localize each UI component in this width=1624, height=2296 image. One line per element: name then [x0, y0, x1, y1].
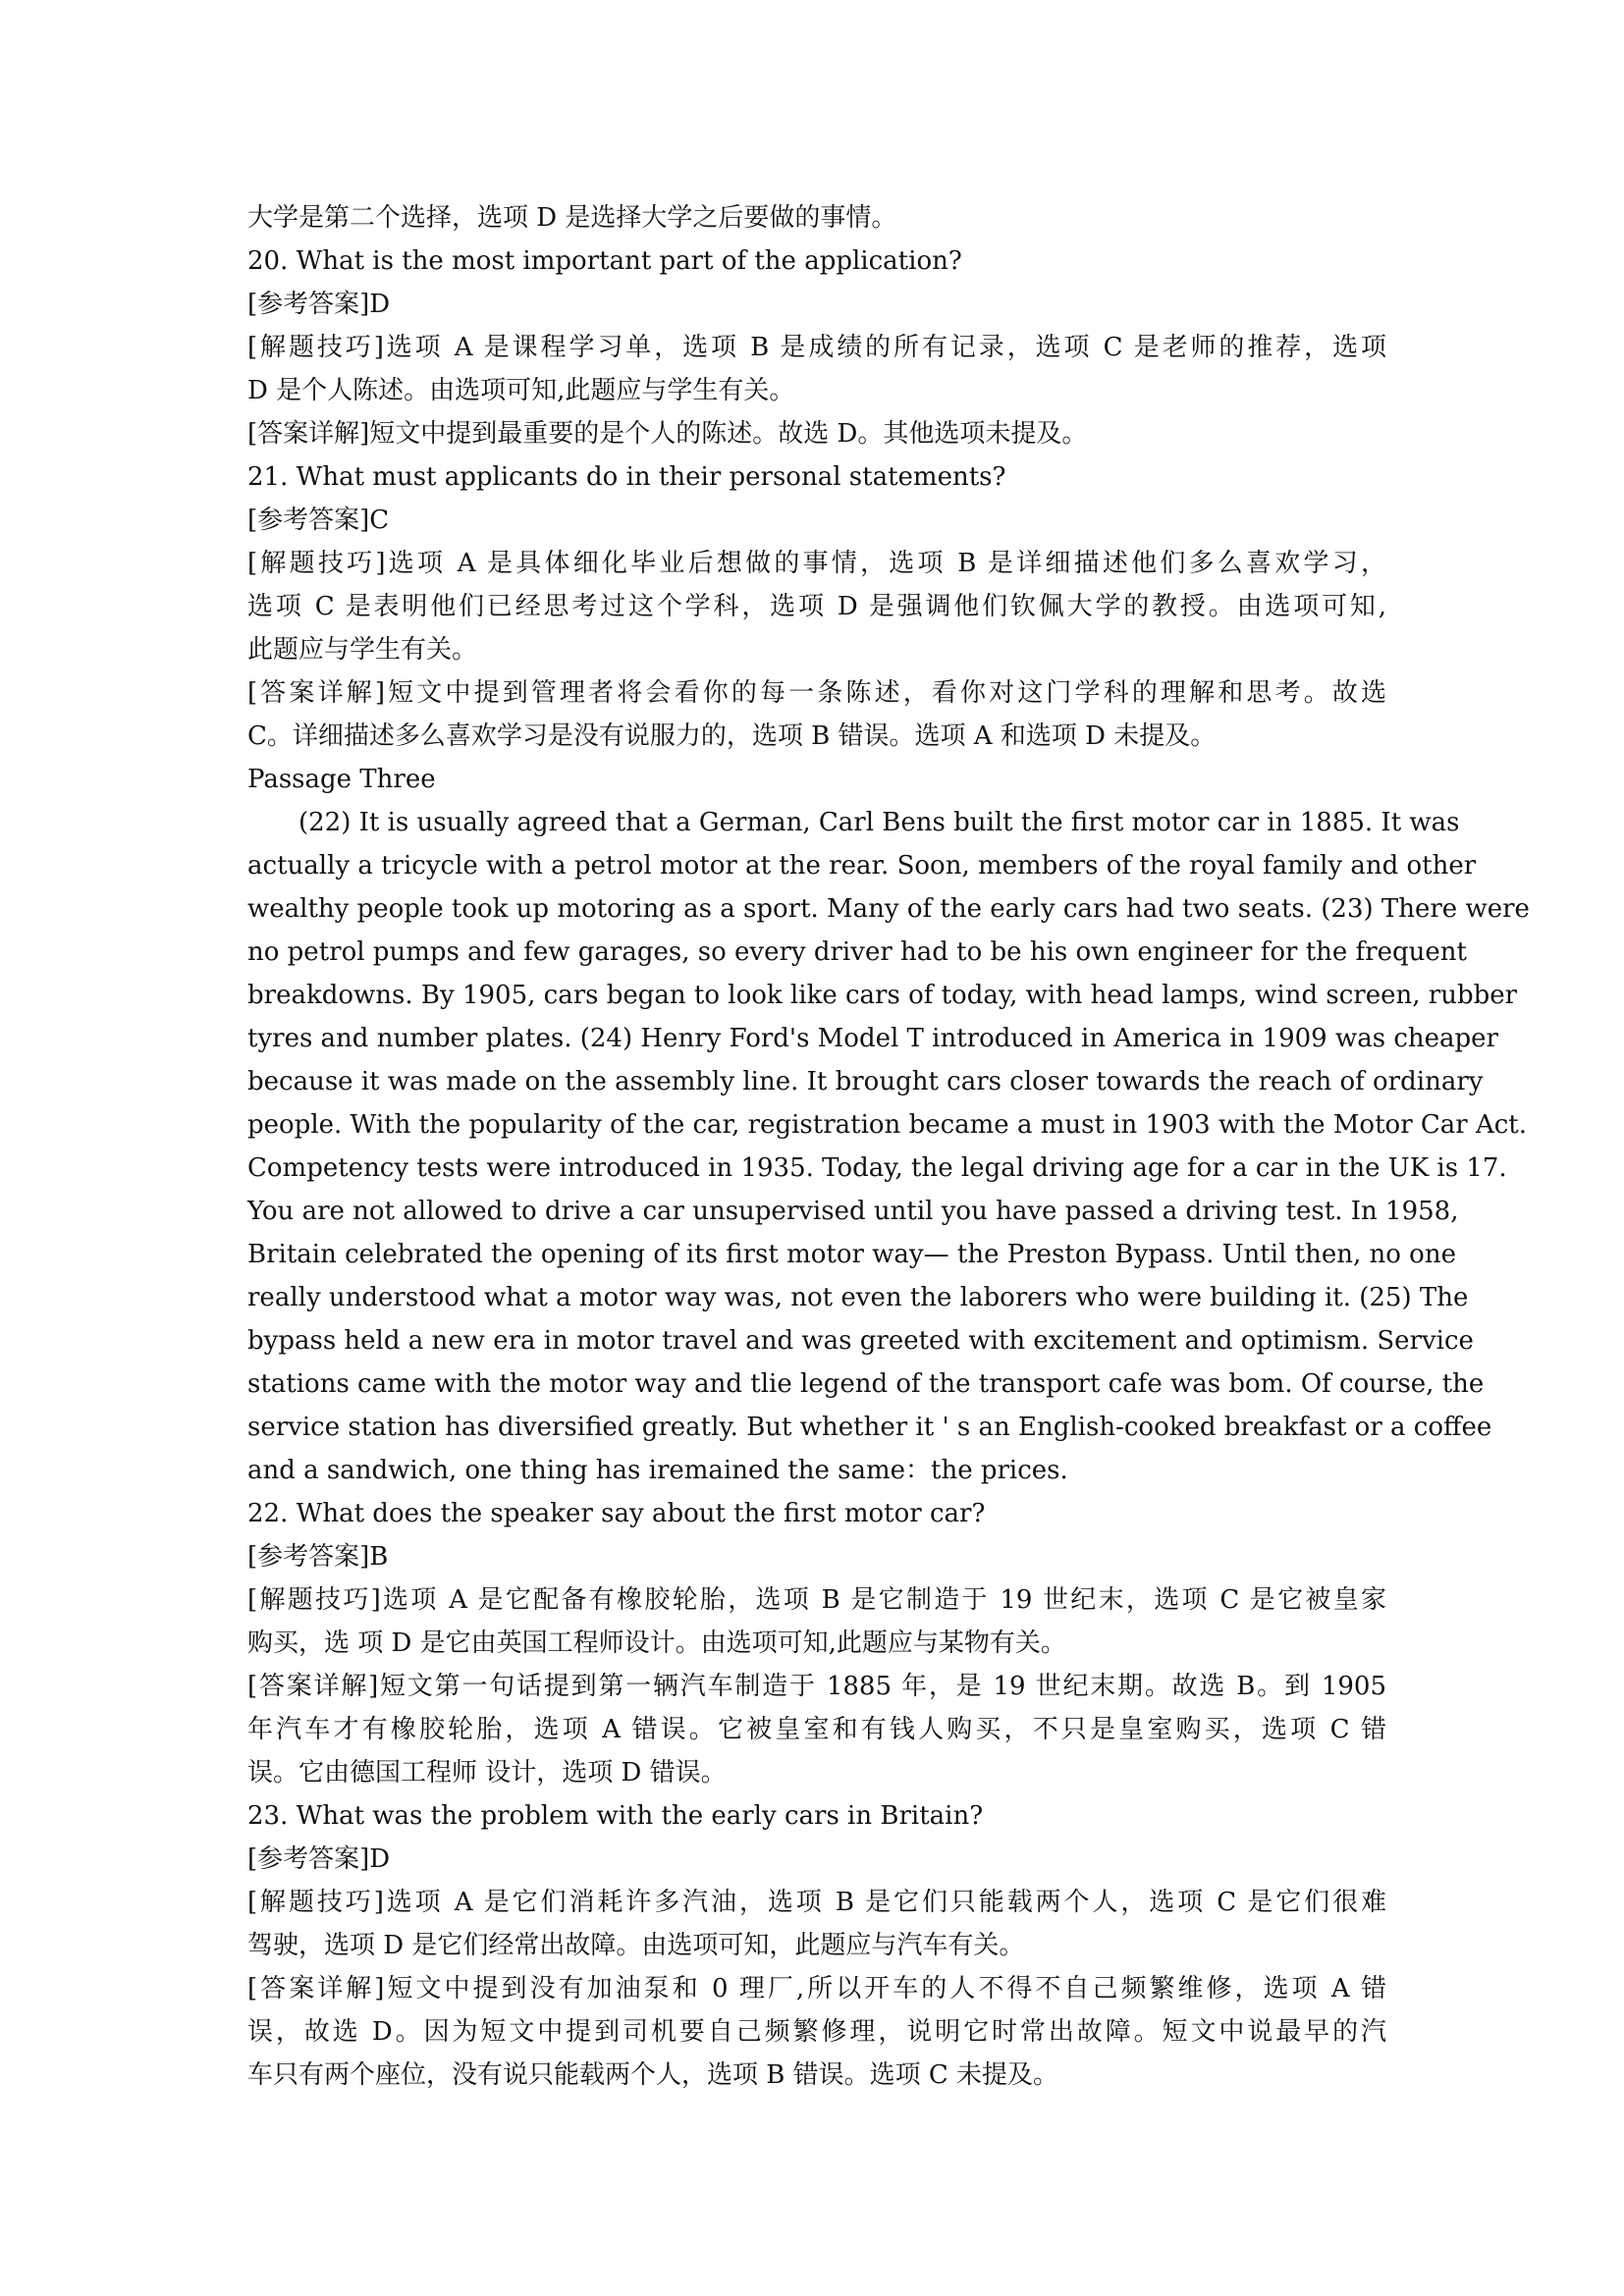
text-line: breakdowns. By 1905, cars began to look like cars of today, with head lamps, wind screen, rubber: [247, 981, 1518, 1010]
text-line: [参考答案]C: [247, 506, 390, 535]
text-line: [解题技巧]选项 A 是它配备有橡胶轮胎，选项 B 是它制造于 19 世纪末，选项 C 是它被皇家: [247, 1585, 1386, 1615]
text-line: 23. What was the problem with the early cars in Britain?: [247, 1801, 984, 1831]
text-line: and a sandwich, one thing has iremained the same：the prices.: [247, 1456, 1068, 1485]
text-line: 驾驶，选项 D 是它们经常出故障。由选项可知，此题应与汽车有关。: [247, 1931, 1025, 1960]
text-line: [解题技巧]选项 A 是课程学习单，选项 B 是成绩的所有记录，选项 C 是老师的推荐，选项: [247, 333, 1386, 362]
text-line: [答案详解]短文中提到管理者将会看你的每一条陈述，看你对这门学科的理解和思考。故选: [247, 678, 1386, 708]
text-line: 购买，选 项 D 是它由英国工程师设计。由选项可知,此题应与某物有关。: [247, 1629, 1066, 1658]
text-line: 误。它由德国工程师 设计，选项 D 错误。: [247, 1758, 727, 1788]
text-line: 年汽车才有橡胶轮胎，选项 A 错误。它被皇室和有钱人购买，不只是皇室购买，选项 C 错: [247, 1715, 1386, 1744]
text-line: [答案详解]短文中提到最重要的是个人的陈述。故选 D。其他选项未提及。: [247, 419, 1088, 449]
text-line: [参考答案]D: [247, 290, 391, 319]
text-line: tyres and number plates. (24) Henry Ford's Model T introduced in America in 1909 was cheaper: [247, 1024, 1498, 1053]
text-line: 车只有两个座位，没有说只能载两个人，选项 B 错误。选项 C 未提及。: [247, 2060, 1059, 2090]
text-line: 此题应与学生有关。: [247, 635, 478, 665]
text-line: 大学是第二个选择，选项 D 是选择大学之后要做的事情。: [247, 203, 897, 233]
text-line: [参考答案]D: [247, 1844, 391, 1874]
text-line: [解题技巧]选项 A 是它们消耗许多汽油，选项 B 是它们只能载两个人，选项 C 是它们很难: [247, 1888, 1386, 1917]
text-line: people. With the popularity of the car, registration became a must in 1903 with the Motor Car Act.: [247, 1110, 1528, 1140]
text-line: 误，故选 D。因为短文中提到司机要自己频繁修理，说明它时常出故障。短文中说最早的汽: [247, 2017, 1386, 2047]
text-line: [答案详解]短文第一句话提到第一辆汽车制造于 1885 年，是 19 世纪末期。故选 B。到 1905: [247, 1672, 1386, 1701]
text-line: Britain celebrated the opening of its first motor way— the Preston Bypass. Until then, no one: [247, 1240, 1456, 1269]
text-line: because it was made on the assembly line. It brought cars closer towards the reach of ordinary: [247, 1067, 1484, 1096]
text-line: Passage Three: [247, 765, 436, 794]
text-line: 选项 C 是表明他们已经思考过这个学科，选项 D 是强调他们钦佩大学的教授。由选项可知,: [247, 592, 1386, 621]
document-body: [247, 196, 1530, 2097]
text-line: [解题技巧]选项 A 是具体细化毕业后想做的事情，选项 B 是详细描述他们多么喜欢学习，: [247, 549, 1386, 578]
text-line: actually a tricycle with a petrol motor at the rear. Soon, members of the royal family and other: [247, 851, 1477, 881]
text-line: (22) It is usually agreed that a German, Carl Bens built the first motor car in 1885. It was: [298, 808, 1460, 837]
text-line: [答案详解]短文中提到没有加油泵和 0 理厂,所以开车的人不得不自己频繁维修，选项 A 错: [247, 1974, 1386, 2003]
text-line: 21. What must applicants do in their personal statements?: [247, 462, 1006, 492]
text-line: service station has diversified greatly. But whether it ' s an English-cooked breakfast or a coffee: [247, 1413, 1492, 1442]
text-line: 22. What does the speaker say about the first motor car?: [247, 1499, 986, 1528]
text-line: Competency tests were introduced in 1935. Today, the legal driving age for a car in the UK is 17.: [247, 1153, 1507, 1183]
text-line: C。详细描述多么喜欢学习是没有说服力的，选项 B 错误。选项 A 和选项 D 未提及。: [247, 721, 1217, 751]
text-line: bypass held a new era in motor travel and was greeted with excitement and optimism. Service: [247, 1326, 1474, 1356]
text-line: [参考答案]B: [247, 1542, 389, 1572]
text-line: really understood what a motor way was, not even the laborers who were building it. (25) The: [247, 1283, 1469, 1312]
text-line: You are not allowed to drive a car unsupervised until you have passed a driving test. In 1958,: [247, 1197, 1459, 1226]
text-line: stations came with the motor way and tlie legend of the transport cafe was bom. Of course, the: [247, 1369, 1485, 1399]
text-line: wealthy people took up motoring as a sport. Many of the early cars had two seats. (23) There were: [247, 894, 1530, 924]
text-line: D 是个人陈述。由选项可知,此题应与学生有关。: [247, 376, 795, 405]
text-line: no petrol pumps and few garages, so every driver had to be his own engineer for the frequent: [247, 937, 1467, 967]
text-line: 20. What is the most important part of the application?: [247, 246, 962, 276]
